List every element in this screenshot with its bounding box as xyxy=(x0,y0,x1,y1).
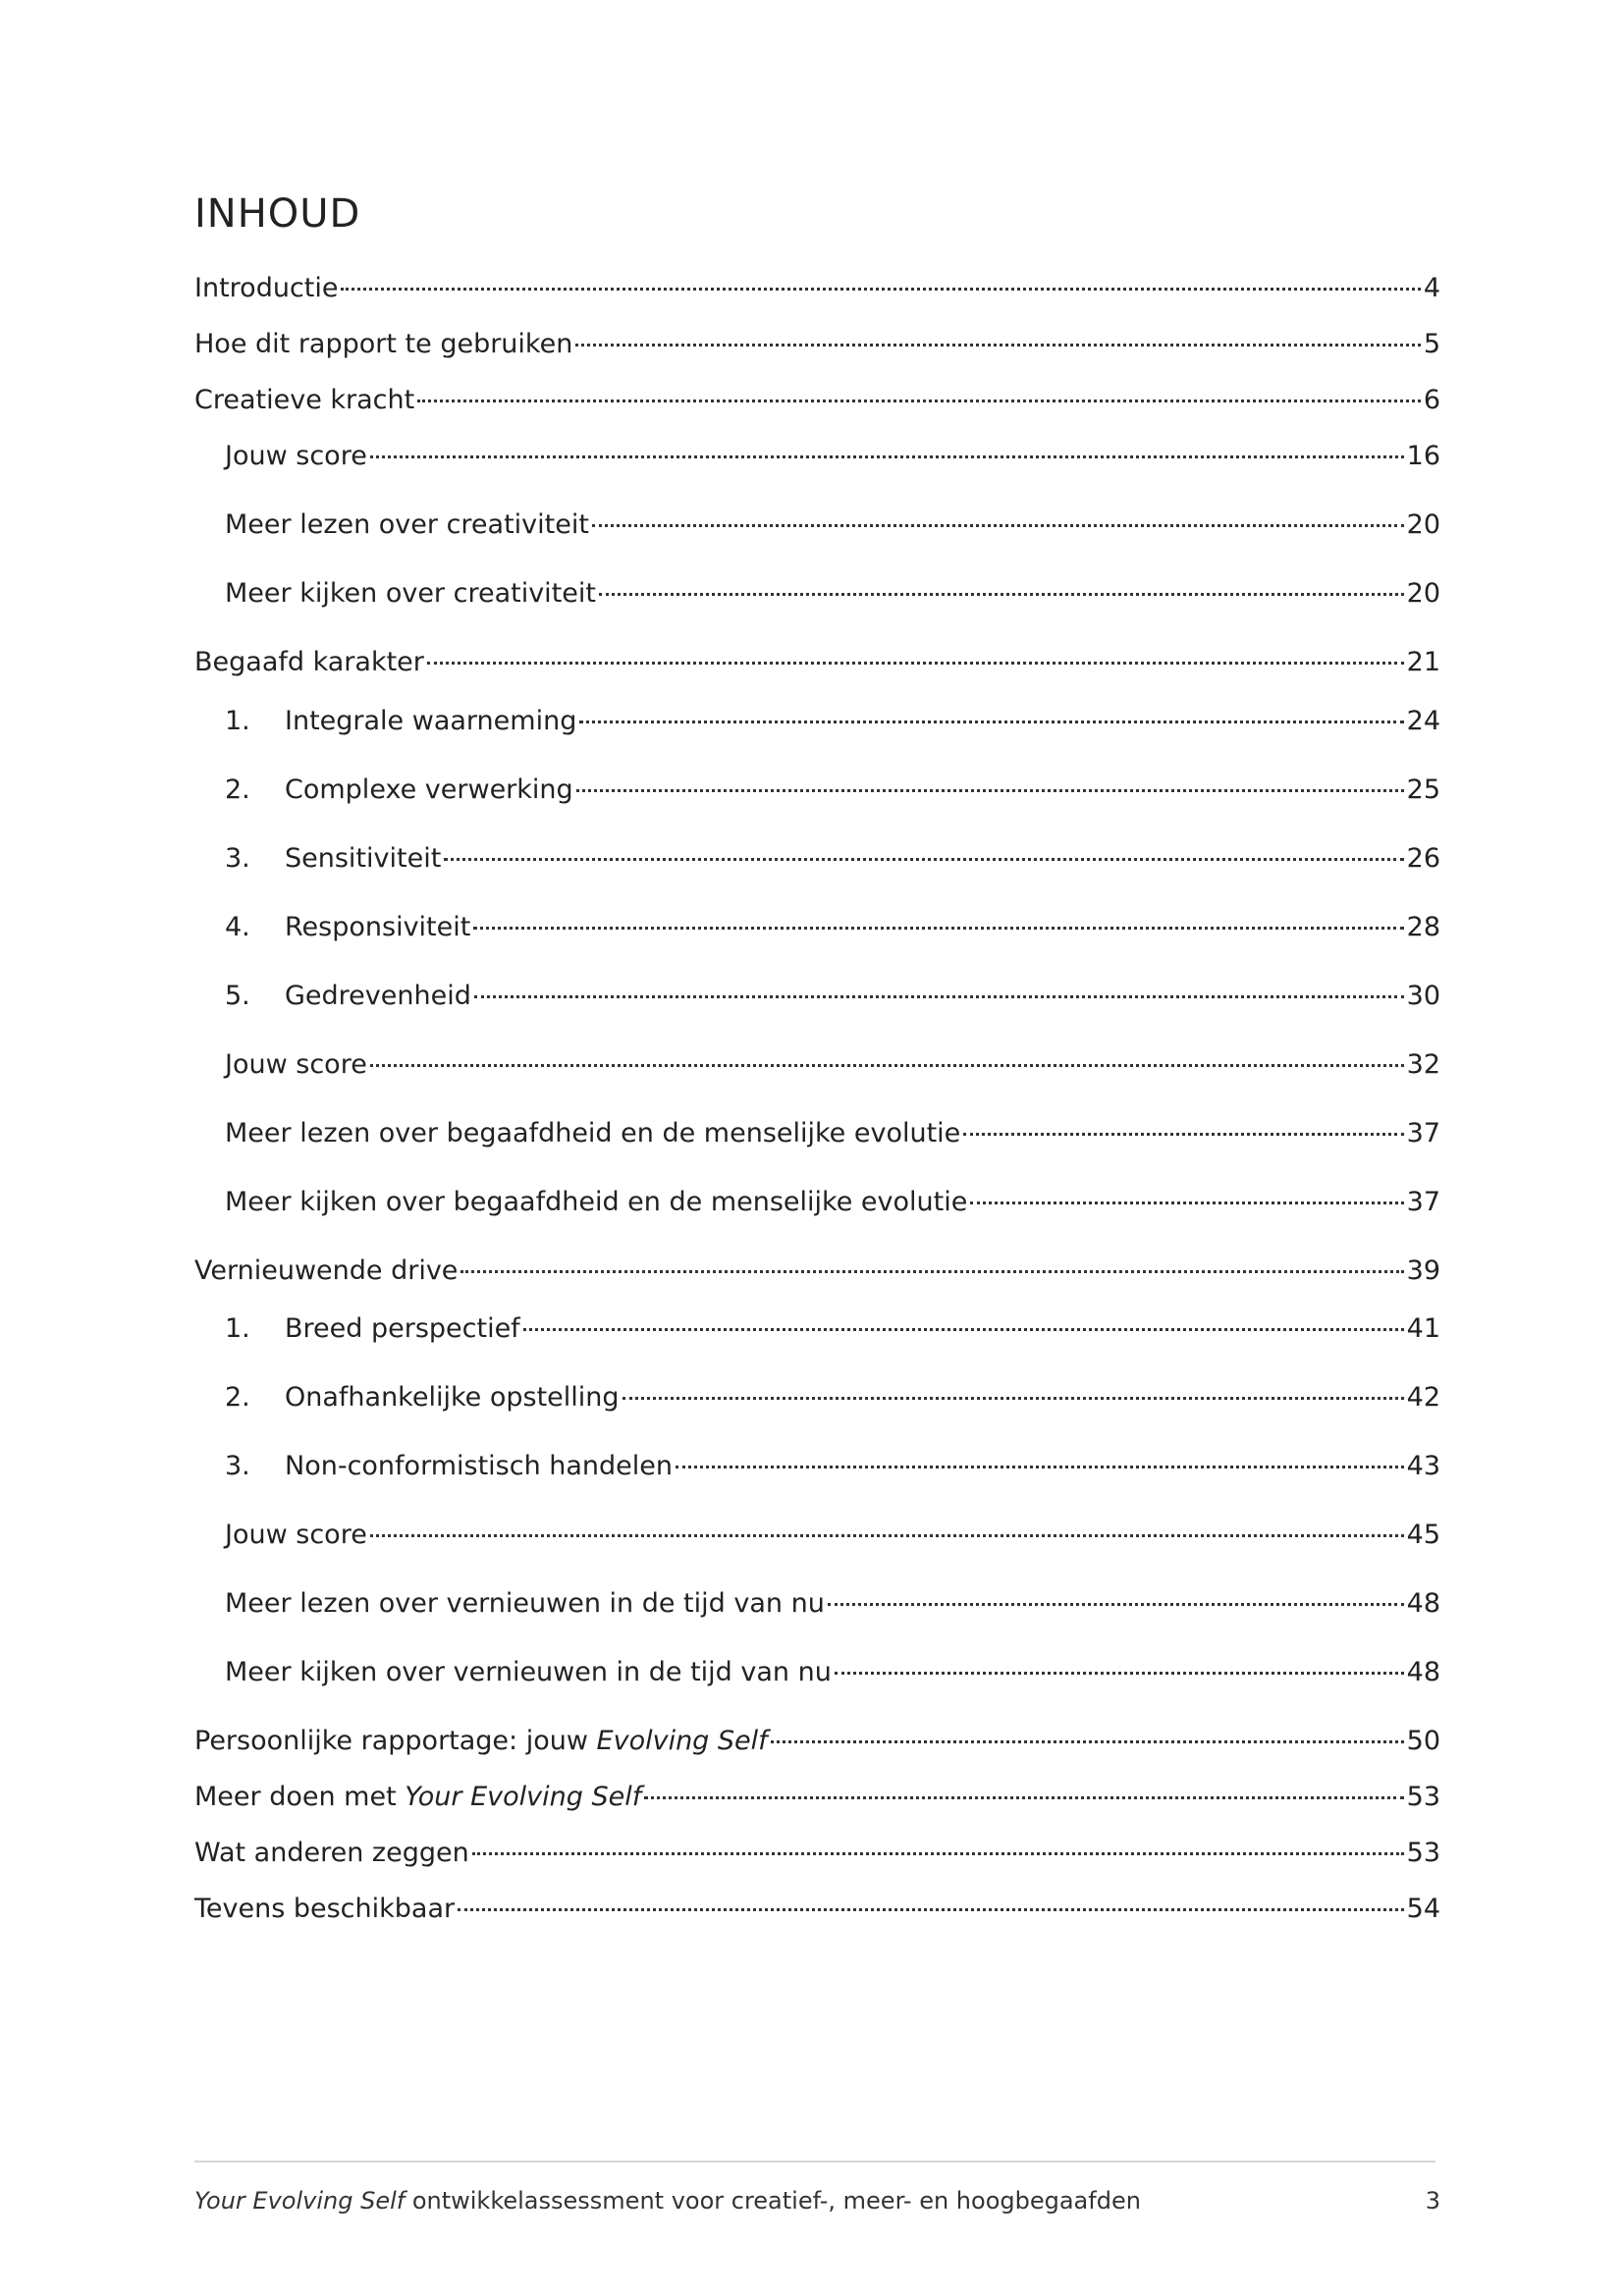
toc-entry-label xyxy=(225,576,596,612)
toc-entry-label-text: Persoonlijke rapportage: jouw xyxy=(194,1726,597,1756)
toc-entry-page-number: 21 xyxy=(1406,647,1440,677)
toc-entry-label xyxy=(194,1836,469,1871)
toc-entry-label xyxy=(194,1254,458,1289)
toc-entry-label-text: Meer lezen over begaafdheid en de menselijke evolutie xyxy=(225,1118,961,1148)
toc-entry[interactable] xyxy=(225,439,1440,474)
toc-dot-leader xyxy=(417,400,1421,402)
toc-dot-leader xyxy=(771,1740,1404,1743)
toc-dot-leader xyxy=(644,1796,1403,1799)
toc-entry-label-text: Sensitiviteit xyxy=(285,843,442,874)
toc-entry[interactable] xyxy=(225,1655,1440,1690)
toc-dot-leader xyxy=(970,1201,1403,1204)
toc-entry[interactable] xyxy=(194,1724,1440,1759)
toc-entry-label xyxy=(225,1655,832,1690)
toc-entry-number: 2. xyxy=(225,1382,250,1413)
toc-entry-number: 1. xyxy=(225,1313,250,1344)
toc-entry-number: 4. xyxy=(225,912,250,942)
toc-entry-label xyxy=(225,1116,960,1151)
toc-entry[interactable] xyxy=(225,979,1440,1014)
toc-entry-label xyxy=(225,507,589,543)
toc-dot-leader xyxy=(473,927,1403,930)
footer-page-number: 3 xyxy=(1425,2187,1440,2215)
toc-entry-label-text: Breed perspectief xyxy=(285,1313,520,1344)
toc-entry[interactable] xyxy=(194,383,1440,418)
toc-entry[interactable] xyxy=(225,1185,1440,1220)
toc-entry[interactable] xyxy=(225,1047,1440,1083)
toc-entry-label-text: Begaafd karakter xyxy=(194,647,424,677)
toc-dot-leader xyxy=(835,1672,1404,1675)
toc-entry[interactable] xyxy=(194,327,1440,362)
toc-entry-label-text: Integrale waarneming xyxy=(285,706,577,736)
footer-subtitle: ontwikkelassessment voor creatief-, meer- en hoogbegaafden xyxy=(405,2187,1141,2215)
toc-entry-label-text: Introductie xyxy=(194,273,339,303)
toc-dot-leader xyxy=(370,1064,1404,1067)
toc-entry-page-number: 5 xyxy=(1423,329,1440,359)
toc-entry-label xyxy=(225,1586,825,1622)
toc-entry-page-number: 26 xyxy=(1406,843,1440,874)
toc-dot-leader xyxy=(676,1466,1404,1468)
toc-entry-page-number: 45 xyxy=(1406,1520,1440,1550)
footer-title-italic: Your Evolving Self xyxy=(194,2187,406,2215)
toc-entry-label-text: Onafhankelijke opstelling xyxy=(285,1382,620,1413)
toc-entry-page-number: 37 xyxy=(1406,1187,1440,1217)
toc-entry-label xyxy=(225,439,367,474)
toc-entry-page-number: 4 xyxy=(1423,273,1440,303)
toc-entry[interactable] xyxy=(225,1380,1440,1415)
toc-entry-label xyxy=(285,704,576,739)
toc-entry-label xyxy=(285,979,471,1014)
toc-entry-label xyxy=(225,1185,967,1220)
toc-entry[interactable] xyxy=(194,271,1440,306)
toc-entry-page-number: 20 xyxy=(1406,578,1440,609)
toc-entry-label-text: Non-conformistisch handelen xyxy=(285,1451,674,1481)
toc-entry[interactable] xyxy=(225,576,1440,612)
toc-entry-label-text: Meer kijken over begaafdheid en de menselijke evolutie xyxy=(225,1187,968,1217)
toc-dot-leader xyxy=(592,524,1404,527)
toc-entry-number: 5. xyxy=(225,981,250,1011)
toc-entry[interactable] xyxy=(225,1311,1440,1347)
toc-entry[interactable] xyxy=(225,841,1440,877)
toc-entry-label-text: Meer kijken over vernieuwen in de tijd van nu xyxy=(225,1657,832,1687)
toc-entry-label xyxy=(285,1380,620,1415)
toc-entry[interactable] xyxy=(225,773,1440,808)
toc-entry-page-number: 28 xyxy=(1406,912,1440,942)
toc-entry-label xyxy=(225,1518,367,1553)
toc-entry-label-text: Meer doen met xyxy=(194,1782,406,1812)
toc-entry-label-text: Complexe verwerking xyxy=(285,774,573,805)
toc-entry[interactable] xyxy=(194,1780,1440,1815)
toc-entry-label xyxy=(285,1449,673,1484)
toc-dot-leader xyxy=(370,1534,1404,1537)
toc-entry-label-text: Meer kijken over creativiteit xyxy=(225,578,596,609)
toc-entry-label-text: Jouw score xyxy=(225,1520,367,1550)
toc-dot-leader xyxy=(460,1270,1403,1273)
toc-entry[interactable] xyxy=(194,1254,1440,1289)
toc-entry-label xyxy=(225,1047,367,1083)
toc-dot-leader xyxy=(444,858,1403,861)
toc-entry-page-number: 41 xyxy=(1406,1313,1440,1344)
toc-dot-leader xyxy=(474,995,1404,998)
footer-document-title xyxy=(194,2185,1141,2216)
toc-entry-page-number: 53 xyxy=(1406,1782,1440,1812)
toc-entry-page-number: 43 xyxy=(1406,1451,1440,1481)
toc-entry[interactable] xyxy=(225,1449,1440,1484)
toc-entry-label-text: Meer lezen over creativiteit xyxy=(225,509,589,540)
toc-entry-label xyxy=(194,1892,455,1927)
toc-entry-label-italic: Evolving Self xyxy=(596,1726,768,1756)
toc-dot-leader xyxy=(599,593,1404,596)
toc-dot-leader xyxy=(623,1397,1404,1400)
footer-divider xyxy=(194,2161,1435,2163)
toc-dot-leader xyxy=(370,455,1404,458)
toc-entry-page-number: 53 xyxy=(1406,1838,1440,1868)
toc-entry[interactable] xyxy=(225,1518,1440,1553)
toc-dot-leader xyxy=(341,288,1420,291)
toc-entry[interactable] xyxy=(194,1836,1440,1871)
toc-entry-page-number: 6 xyxy=(1423,385,1440,415)
toc-entry[interactable] xyxy=(225,1586,1440,1622)
toc-entry-number: 2. xyxy=(225,774,250,805)
toc-entry-label-text: Vernieuwende drive xyxy=(194,1255,459,1286)
toc-entry-page-number: 25 xyxy=(1406,774,1440,805)
toc-entry-page-number: 48 xyxy=(1406,1588,1440,1619)
toc-entry[interactable] xyxy=(225,910,1440,945)
toc-dot-leader xyxy=(576,789,1404,792)
toc-entry-number: 1. xyxy=(225,706,250,736)
toc-entry-page-number: 32 xyxy=(1406,1049,1440,1080)
toc-dot-leader xyxy=(828,1603,1404,1606)
toc-entry-number: 3. xyxy=(225,843,250,874)
toc-entry-label-text: Jouw score xyxy=(225,1049,367,1080)
toc-entry-label-text: Wat anderen zeggen xyxy=(194,1838,469,1868)
toc-entry-label-text: Creatieve kracht xyxy=(194,385,415,415)
toc-entry-label-text: Responsiviteit xyxy=(285,912,471,942)
toc-entry-page-number: 50 xyxy=(1406,1726,1440,1756)
toc-entry-label xyxy=(285,910,470,945)
toc-entry[interactable] xyxy=(225,507,1440,543)
toc-dot-leader xyxy=(963,1133,1403,1136)
toc-entry-page-number: 39 xyxy=(1406,1255,1440,1286)
toc-dot-leader xyxy=(579,721,1403,723)
toc-entry-label xyxy=(194,645,424,680)
toc-entry[interactable] xyxy=(225,704,1440,739)
toc-dot-leader xyxy=(458,1908,1404,1911)
toc-entry-label-italic: Your Evolving Self xyxy=(405,1782,642,1812)
toc-entry-label xyxy=(194,271,338,306)
toc-entry-label-text: Meer lezen over vernieuwen in de tijd van nu xyxy=(225,1588,825,1619)
toc-dot-leader xyxy=(523,1328,1404,1331)
toc-entry-label xyxy=(194,383,414,418)
toc-dot-leader xyxy=(472,1852,1404,1855)
toc-entry-page-number: 48 xyxy=(1406,1657,1440,1687)
toc-entry-label xyxy=(285,773,573,808)
toc-entry-number: 3. xyxy=(225,1451,250,1481)
toc-entry-page-number: 30 xyxy=(1406,981,1440,1011)
toc-entry-page-number: 20 xyxy=(1406,509,1440,540)
toc-entry-page-number: 16 xyxy=(1406,441,1440,471)
toc-entry-label xyxy=(285,841,441,877)
toc-entry-label xyxy=(194,1780,641,1815)
toc-entry-page-number: 42 xyxy=(1406,1382,1440,1413)
toc-entry-label xyxy=(194,327,572,362)
toc-entry-label-text: Jouw score xyxy=(225,441,367,471)
toc-entry-label xyxy=(194,1724,768,1759)
toc-entry-page-number: 37 xyxy=(1406,1118,1440,1148)
toc-entry-page-number: 24 xyxy=(1406,706,1440,736)
toc-entry[interactable] xyxy=(194,645,1440,680)
toc-entry[interactable] xyxy=(225,1116,1440,1151)
toc-entry-page-number: 54 xyxy=(1406,1894,1440,1924)
toc-entry-label-text: Gedrevenheid xyxy=(285,981,471,1011)
toc-dot-leader xyxy=(575,344,1420,347)
toc-entry-label xyxy=(285,1311,520,1347)
toc-dot-leader xyxy=(427,662,1404,665)
page-title: INHOUD xyxy=(194,191,361,237)
toc-entry[interactable] xyxy=(194,1892,1440,1927)
toc-entry-label-text: Tevens beschikbaar xyxy=(194,1894,456,1924)
toc-entry-label-text: Hoe dit rapport te gebruiken xyxy=(194,329,573,359)
